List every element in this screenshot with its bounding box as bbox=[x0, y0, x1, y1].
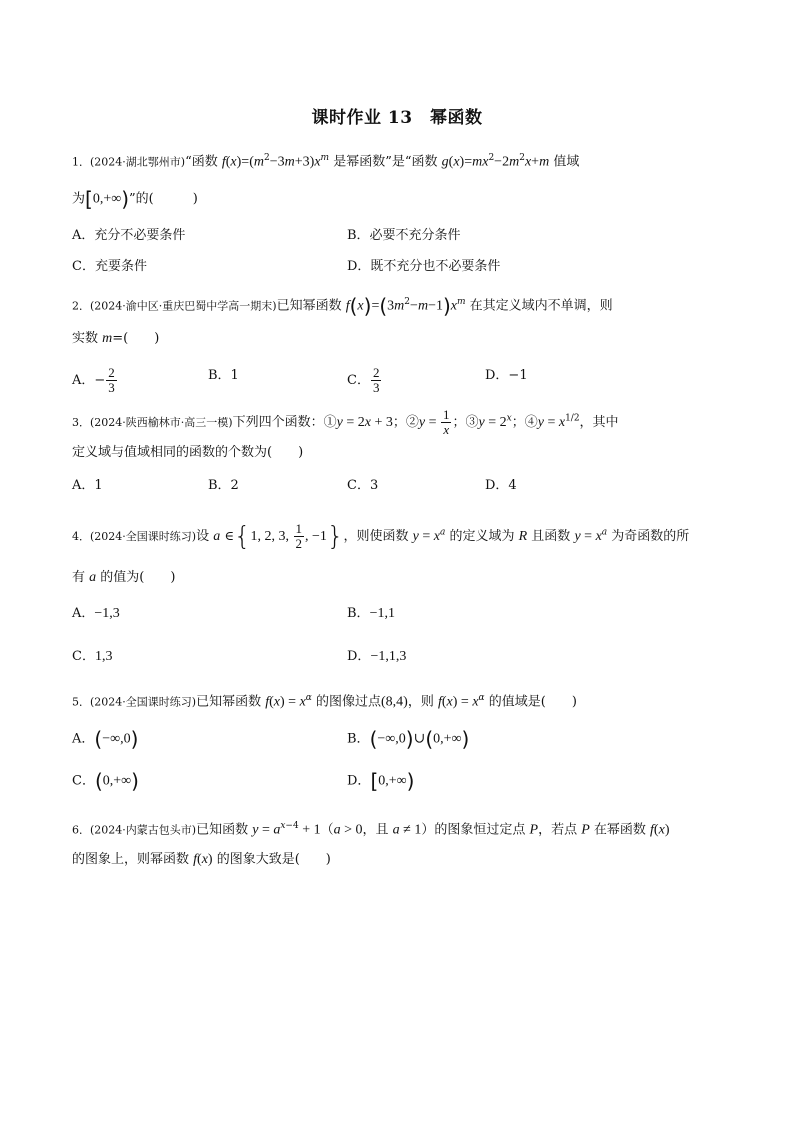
question-4-option-a[interactable]: A．−1,3 bbox=[72, 606, 120, 621]
question-1-option-d[interactable]: D．既不充分也不必要条件 bbox=[347, 259, 501, 274]
question-3-line-1: 3．(2024·陕西榆林市·高三一模)下列四个函数：①y = 2x + 3；②y = $\frac{1}{x}$ ；③y = $2^x$；④y = $x^{1/2}$，其中 bbox=[72, 407, 619, 437]
question-2-line-2: 实数 m=( ) bbox=[72, 331, 160, 346]
question-4-option-c[interactable]: C．1,3 bbox=[72, 649, 113, 664]
question-5-line-1: 5．(2024·全国课时练习)已知幂函数 $f(x) = x^\alpha$ 的图像过点(8,4)，则 $f(x) = x^\alpha$ 的值域是( ) bbox=[72, 693, 577, 710]
question-4-line-1: 4．(2024·全国课时练习)设 a ∈{1, 2, 3, $\frac{1}{2}$ , −1}，则使函数 $y = x^a$ 的定义域为 R 且函数 $y = x^a$ 为奇函数的所 bbox=[72, 521, 690, 552]
question-4-option-b[interactable]: B．−1,1 bbox=[347, 606, 395, 621]
question-2-option-a[interactable]: A．− $\frac{2}{3}$ bbox=[72, 365, 115, 395]
question-5-option-c[interactable]: C．(0,+∞) bbox=[72, 769, 139, 793]
question-4-option-d[interactable]: D．−1,1,3 bbox=[347, 649, 407, 664]
question-1-line-1: 1．(2024·湖北鄂州市)“函数 $f(x)=(m^2-3m+3)x^m$ 是幂函数”是“函数 $g(x)=mx^2-2m^2x+m$ 值域 bbox=[72, 153, 580, 170]
question-2-option-c[interactable]: C． $\frac{2}{3}$ bbox=[347, 365, 380, 395]
question-5-option-b[interactable]: B．(−∞,0)∪(0,+∞) bbox=[347, 727, 470, 751]
question-3-option-d[interactable]: D．4 bbox=[485, 478, 517, 493]
question-1-option-c[interactable]: C．充要条件 bbox=[72, 259, 147, 274]
question-5-option-d[interactable]: D．[0,+∞) bbox=[347, 769, 415, 793]
question-1-option-a[interactable]: A．充分不必要条件 bbox=[72, 228, 186, 243]
question-3-source: 3．(2024·陕西榆林市·高三一模) bbox=[72, 416, 233, 429]
question-3-option-b[interactable]: B．2 bbox=[208, 478, 239, 493]
question-2-line-1: 2．(2024·渝中区·重庆巴蜀中学高一期末)已知幂函数 $f(x)=(3m^2-m-1)x^m$ 在其定义域内不单调，则 bbox=[72, 293, 613, 318]
question-6-line-1: 6．(2024·内蒙古包头市)已知函数 $y = a^{x-4} + 1(a > 0$，且 a ≠ 1）的图象恒过定点 P，若点 P 在幂函数 f(x) bbox=[72, 821, 670, 838]
question-3-option-c[interactable]: C．3 bbox=[347, 478, 379, 493]
question-6-line-2: 的图象上，则幂函数 f(x) 的图象大致是( ) bbox=[72, 852, 331, 867]
question-4-source: 4．(2024·全国课时练习) bbox=[72, 530, 197, 543]
question-5-source: 5．(2024·全国课时练习) bbox=[72, 695, 197, 709]
question-3-option-a[interactable]: A．1 bbox=[72, 478, 103, 493]
question-2-option-b[interactable]: B．1 bbox=[208, 368, 239, 383]
question-2-source: 2．(2024·渝中区·重庆巴蜀中学高一期末) bbox=[72, 299, 277, 313]
question-1-line-2: 为[0,+∞)”的( ) bbox=[72, 187, 198, 211]
question-4-line-2: 有 a 的值为( ) bbox=[72, 570, 176, 585]
page-title: 课时作业 13 幂函数 bbox=[311, 108, 483, 128]
question-2-option-d[interactable]: D．−1 bbox=[485, 368, 528, 383]
question-6-source: 6．(2024·内蒙古包头市) bbox=[72, 823, 197, 837]
question-5-option-a[interactable]: A．(−∞,0) bbox=[72, 727, 139, 751]
question-1-source: 1．(2024·湖北鄂州市) bbox=[72, 155, 186, 169]
question-1-option-b[interactable]: B．必要不充分条件 bbox=[347, 228, 461, 243]
question-3-line-2: 定义域与值域相同的函数的个数为( ) bbox=[72, 445, 304, 460]
